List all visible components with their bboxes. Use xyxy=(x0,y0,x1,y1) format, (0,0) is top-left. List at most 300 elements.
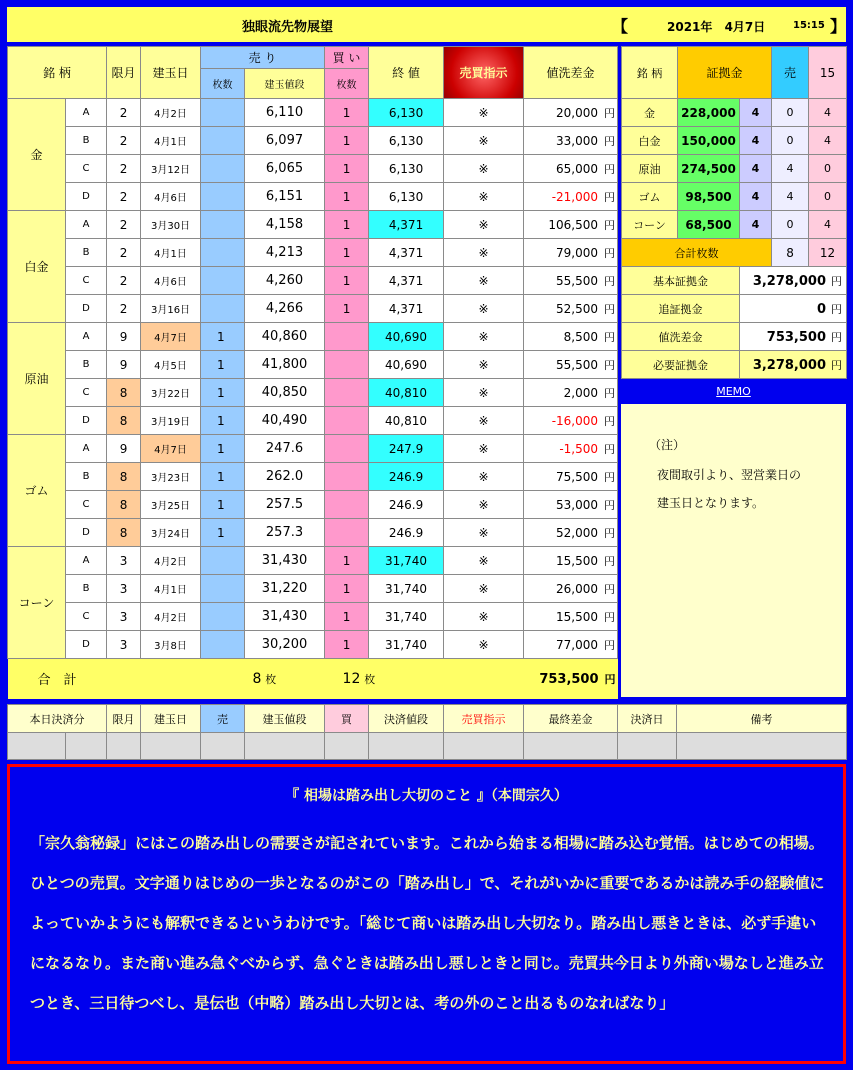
position-row xyxy=(8,323,618,351)
yen-unit: 円 xyxy=(604,274,616,288)
position-row xyxy=(8,211,618,239)
position-row xyxy=(8,631,618,659)
report-time: 15:15 xyxy=(793,20,825,31)
margin-row xyxy=(622,211,847,239)
close-price: 40,810 xyxy=(369,379,444,407)
settle-header: 売買指示 xyxy=(444,705,524,733)
contract-label: A xyxy=(66,99,107,127)
summary-row xyxy=(622,295,847,323)
contract-month: 2 xyxy=(107,239,141,267)
position-row xyxy=(8,407,618,435)
mark-diff-cell xyxy=(524,239,618,267)
trade-signal: ※ xyxy=(444,379,524,407)
mark-diff: 55,500 xyxy=(556,357,599,372)
contract-label: A xyxy=(66,547,107,575)
mark-diff-cell xyxy=(524,127,618,155)
total-diff: 753,500 xyxy=(539,671,599,687)
position-row xyxy=(8,435,618,463)
open-date: 3月22日 xyxy=(141,379,201,407)
open-date: 3月23日 xyxy=(141,463,201,491)
mark-diff: 77,000 xyxy=(556,637,599,652)
mark-diff-cell xyxy=(524,99,618,127)
contract-label: D xyxy=(66,519,107,547)
buy-qty xyxy=(325,407,369,435)
close-price: 6,130 xyxy=(369,127,444,155)
position-row xyxy=(8,547,618,575)
open-date: 4月7日 xyxy=(141,323,201,351)
open-date: 3月30日 xyxy=(141,211,201,239)
summary-value: 753,500 xyxy=(766,329,827,345)
position-row xyxy=(8,183,618,211)
mark-diff-cell xyxy=(524,379,618,407)
open-date: 4月1日 xyxy=(141,239,201,267)
title-bar xyxy=(7,7,846,42)
header-kai-maisu: 枚数 xyxy=(325,69,369,99)
total-label: 合 計 xyxy=(8,659,107,699)
position-row xyxy=(8,239,618,267)
side-header-meigara: 銘 柄 xyxy=(622,47,678,99)
mark-diff: -16,000 xyxy=(551,413,599,428)
mark-diff-cell xyxy=(524,575,618,603)
open-price: 4,213 xyxy=(245,239,325,267)
close-price: 246.9 xyxy=(369,491,444,519)
margin-amount: 150,000 xyxy=(678,127,740,155)
summary-row xyxy=(622,267,847,295)
header-tategyokubi: 建玉日 xyxy=(141,47,201,99)
summary-value-cell xyxy=(740,295,847,323)
total-buy-cell xyxy=(325,659,444,699)
close-price: 40,810 xyxy=(369,407,444,435)
open-date: 3月25日 xyxy=(141,491,201,519)
margin-amount: 98,500 xyxy=(678,183,740,211)
settle-empty-cell[interactable] xyxy=(618,733,677,760)
margin-sell: 0 xyxy=(772,99,809,127)
trade-signal: ※ xyxy=(444,463,524,491)
settle-header: 決済日 xyxy=(618,705,677,733)
summary-value: 3,278,000 xyxy=(752,273,827,289)
buy-qty: 1 xyxy=(325,547,369,575)
open-price: 31,220 xyxy=(245,575,325,603)
side-header-shokokin: 証拠金 xyxy=(678,47,772,99)
summary-value-cell xyxy=(740,323,847,351)
quote-body: 「宗久翁秘録」にはこの踏み出しの需要さが記されています。これから始まる相場に踏み込む覚悟。はじめての相場。ひとつの売買。文字通りはじめの一歩となるのがこの「踏み出し」で、それがいかに重要であるかは読み手の経験値によっていかようにも解釈できるというわけです。「総じて商いは踏み出し大切なり。踏み出し悪きときは、必ず手違いになるなり。また商い進み急ぐべからず、急ぐときは踏み出し悪しときと同じ。売買共今日より外商い場なしと進み立つとき、三日待つべし、是伝也（中略）踏み出し大切とは、考の外のこと出るものなればなり」 xyxy=(30,834,825,1012)
margin-sell: 4 xyxy=(772,155,809,183)
mark-diff: 106,500 xyxy=(548,217,599,232)
contract-month: 2 xyxy=(107,183,141,211)
margin-unit: 4 xyxy=(740,127,772,155)
margin-buy: 4 xyxy=(809,99,847,127)
close-price: 31,740 xyxy=(369,547,444,575)
close-price: 4,371 xyxy=(369,295,444,323)
buy-qty: 1 xyxy=(325,99,369,127)
sell-qty xyxy=(201,267,245,295)
yen-unit: 円 xyxy=(604,414,616,428)
date-bracket-right: 】 xyxy=(830,17,847,36)
margin-sell: 4 xyxy=(772,183,809,211)
mark-diff-cell xyxy=(524,547,618,575)
yen-unit: 円 xyxy=(604,610,616,624)
contract-label: C xyxy=(66,491,107,519)
settle-empty-cell[interactable] xyxy=(444,733,524,760)
trade-signal: ※ xyxy=(444,435,524,463)
yen-unit: 円 xyxy=(604,638,616,652)
mark-diff-cell xyxy=(524,155,618,183)
yen-unit: 円 xyxy=(604,218,616,232)
mark-diff: 75,500 xyxy=(556,469,599,484)
yen-unit: 円 xyxy=(831,274,843,288)
yen-unit: 円 xyxy=(604,162,616,176)
close-price: 4,371 xyxy=(369,267,444,295)
contract-month: 3 xyxy=(107,631,141,659)
mark-diff: 2,000 xyxy=(563,385,599,400)
open-price: 6,110 xyxy=(245,99,325,127)
mark-diff-cell xyxy=(524,519,618,547)
summary-label: 基本証拠金 xyxy=(622,267,740,295)
trade-signal: ※ xyxy=(444,155,524,183)
settle-empty-cell[interactable] xyxy=(677,733,847,760)
commodity-name: ゴム xyxy=(8,435,66,547)
contract-label: D xyxy=(66,295,107,323)
settle-empty-cell[interactable] xyxy=(201,733,245,760)
mark-diff: -1,500 xyxy=(559,441,599,456)
position-row xyxy=(8,267,618,295)
yen-unit: 円 xyxy=(604,554,616,568)
settle-header: 決済値段 xyxy=(369,705,444,733)
settle-header: 最終差金 xyxy=(524,705,618,733)
open-price: 257.3 xyxy=(245,519,325,547)
margin-unit: 4 xyxy=(740,183,772,211)
summary-value-cell xyxy=(740,267,847,295)
close-price: 246.9 xyxy=(369,519,444,547)
trade-signal: ※ xyxy=(444,603,524,631)
close-price: 31,740 xyxy=(369,631,444,659)
settle-empty-cell[interactable] xyxy=(8,733,66,760)
settle-empty-cell[interactable] xyxy=(141,733,201,760)
open-price: 6,151 xyxy=(245,183,325,211)
contract-label: B xyxy=(66,127,107,155)
header-uri-maisu: 枚数 xyxy=(201,69,245,99)
yen-unit: 円 xyxy=(831,330,843,344)
open-price: 262.0 xyxy=(245,463,325,491)
report-date: 2021年 4月7日 xyxy=(667,20,766,34)
close-price: 247.9 xyxy=(369,435,444,463)
position-row xyxy=(8,379,618,407)
position-row xyxy=(8,99,618,127)
open-date: 4月5日 xyxy=(141,351,201,379)
header-tategyoku-nedan: 建玉値段 xyxy=(245,69,325,99)
mark-diff: 26,000 xyxy=(556,581,599,596)
contract-label: B xyxy=(66,239,107,267)
open-price: 6,097 xyxy=(245,127,325,155)
side-header-uri: 売 xyxy=(772,47,809,99)
memo-link[interactable]: MEMO xyxy=(716,385,751,398)
mark-diff: 79,000 xyxy=(556,245,599,260)
date-bracket-left: 【 xyxy=(612,17,629,36)
sell-qty xyxy=(201,155,245,183)
mark-diff-cell xyxy=(524,211,618,239)
total-sell: 8 xyxy=(252,670,262,687)
trade-signal: ※ xyxy=(444,547,524,575)
contract-month: 8 xyxy=(107,407,141,435)
contract-month: 3 xyxy=(107,603,141,631)
mark-diff: 8,500 xyxy=(563,329,599,344)
side-header-count: 15 xyxy=(809,47,847,99)
contract-month: 2 xyxy=(107,295,141,323)
total-sell-unit: 枚 xyxy=(265,672,277,686)
open-date: 4月2日 xyxy=(141,547,201,575)
trade-signal: ※ xyxy=(444,239,524,267)
contract-month: 8 xyxy=(107,379,141,407)
buy-qty xyxy=(325,463,369,491)
settle-empty-cell[interactable] xyxy=(107,733,141,760)
settle-header: 本日決済分 xyxy=(8,705,107,733)
sell-qty xyxy=(201,547,245,575)
open-price: 4,260 xyxy=(245,267,325,295)
yen-unit: 円 xyxy=(604,190,616,204)
yen-unit: 円 xyxy=(604,526,616,540)
quote-title: 『 相場は踏み出し大切のこと 』（本間宗久） xyxy=(285,788,568,804)
margin-commodity: コーン xyxy=(622,211,678,239)
buy-qty: 1 xyxy=(325,211,369,239)
trade-signal: ※ xyxy=(444,351,524,379)
yen-unit: 円 xyxy=(604,134,616,148)
mark-diff-cell xyxy=(524,183,618,211)
position-row xyxy=(8,155,618,183)
buy-qty: 1 xyxy=(325,631,369,659)
memo-line-3: 建玉日となります。 xyxy=(657,496,765,510)
buy-qty: 1 xyxy=(325,183,369,211)
mark-diff-cell xyxy=(524,463,618,491)
sell-qty xyxy=(201,239,245,267)
contract-label: D xyxy=(66,631,107,659)
header-meigara: 銘 柄 xyxy=(8,47,107,99)
position-row xyxy=(8,603,618,631)
close-price: 4,371 xyxy=(369,239,444,267)
sell-qty: 1 xyxy=(201,407,245,435)
open-date: 3月8日 xyxy=(141,631,201,659)
mark-diff: 55,500 xyxy=(556,273,599,288)
margin-commodity: 原油 xyxy=(622,155,678,183)
sell-qty: 1 xyxy=(201,323,245,351)
quote-box xyxy=(7,764,846,1064)
contract-month: 2 xyxy=(107,267,141,295)
contract-month: 8 xyxy=(107,519,141,547)
contract-label: D xyxy=(66,407,107,435)
total-yen: 円 xyxy=(604,672,616,686)
settle-header: 限月 xyxy=(107,705,141,733)
settle-empty-cell[interactable] xyxy=(524,733,618,760)
open-date: 3月12日 xyxy=(141,155,201,183)
contract-label: A xyxy=(66,211,107,239)
position-row xyxy=(8,351,618,379)
yen-unit: 円 xyxy=(604,302,616,316)
close-price: 31,740 xyxy=(369,575,444,603)
commodity-name: コーン xyxy=(8,547,66,659)
settle-empty-cell[interactable] xyxy=(369,733,444,760)
margin-sell: 0 xyxy=(772,127,809,155)
positions-table xyxy=(7,46,618,699)
memo-panel xyxy=(621,404,846,697)
side-total-buy: 12 xyxy=(809,239,847,267)
memo-line-2: 夜間取引より、翌営業日の xyxy=(657,468,802,482)
contract-month: 9 xyxy=(107,323,141,351)
sell-qty xyxy=(201,183,245,211)
settle-empty-cell[interactable] xyxy=(66,733,107,760)
buy-qty xyxy=(325,351,369,379)
sell-qty: 1 xyxy=(201,435,245,463)
trade-signal: ※ xyxy=(444,491,524,519)
open-price: 40,850 xyxy=(245,379,325,407)
contract-month: 8 xyxy=(107,491,141,519)
sell-qty: 1 xyxy=(201,351,245,379)
open-date: 4月1日 xyxy=(141,127,201,155)
contract-label: C xyxy=(66,155,107,183)
trade-signal: ※ xyxy=(444,631,524,659)
contract-month: 9 xyxy=(107,435,141,463)
contract-label: B xyxy=(66,351,107,379)
margin-row xyxy=(622,99,847,127)
summary-label: 必要証拠金 xyxy=(622,351,740,379)
margin-row xyxy=(622,183,847,211)
close-price: 6,130 xyxy=(369,183,444,211)
summary-value: 3,278,000 xyxy=(752,357,827,373)
sell-qty xyxy=(201,295,245,323)
summary-row xyxy=(622,351,847,379)
close-price: 6,130 xyxy=(369,99,444,127)
buy-qty xyxy=(325,379,369,407)
total-diff-cell xyxy=(524,659,618,699)
mark-diff: 15,500 xyxy=(556,553,599,568)
buy-qty xyxy=(325,323,369,351)
buy-qty xyxy=(325,435,369,463)
close-price: 4,371 xyxy=(369,211,444,239)
trade-signal: ※ xyxy=(444,407,524,435)
mark-diff-cell xyxy=(524,267,618,295)
yen-unit: 円 xyxy=(604,358,616,372)
settle-header: 売 xyxy=(201,705,245,733)
header-owarine: 終 値 xyxy=(369,47,444,99)
settle-header: 備考 xyxy=(677,705,847,733)
total-row xyxy=(8,659,618,699)
margin-amount: 228,000 xyxy=(678,99,740,127)
settle-header: 買 xyxy=(325,705,369,733)
contract-label: D xyxy=(66,183,107,211)
mark-diff-cell xyxy=(524,491,618,519)
trade-signal: ※ xyxy=(444,323,524,351)
side-total-label: 合計枚数 xyxy=(622,239,772,267)
yen-unit: 円 xyxy=(604,470,616,484)
mark-diff-cell xyxy=(524,603,618,631)
yen-unit: 円 xyxy=(604,330,616,344)
margin-sell: 0 xyxy=(772,211,809,239)
mark-diff: -21,000 xyxy=(551,189,599,204)
close-price: 246.9 xyxy=(369,463,444,491)
contract-month: 2 xyxy=(107,211,141,239)
margin-buy: 0 xyxy=(809,183,847,211)
header-gengetsu: 限月 xyxy=(107,47,141,99)
yen-unit: 円 xyxy=(831,302,843,316)
contract-month: 9 xyxy=(107,351,141,379)
close-price: 6,130 xyxy=(369,155,444,183)
position-row xyxy=(8,519,618,547)
settle-empty-cell[interactable] xyxy=(325,733,369,760)
open-price: 6,065 xyxy=(245,155,325,183)
yen-unit: 円 xyxy=(604,582,616,596)
buy-qty xyxy=(325,519,369,547)
yen-unit: 円 xyxy=(604,386,616,400)
buy-qty: 1 xyxy=(325,295,369,323)
margin-unit: 4 xyxy=(740,99,772,127)
buy-qty: 1 xyxy=(325,575,369,603)
mark-diff-cell xyxy=(524,351,618,379)
settle-header: 建玉日 xyxy=(141,705,201,733)
contract-label: C xyxy=(66,603,107,631)
open-price: 247.6 xyxy=(245,435,325,463)
open-date: 4月6日 xyxy=(141,267,201,295)
buy-qty: 1 xyxy=(325,603,369,631)
trade-signal: ※ xyxy=(444,295,524,323)
trade-signal: ※ xyxy=(444,575,524,603)
sell-qty xyxy=(201,575,245,603)
contract-label: B xyxy=(66,575,107,603)
settle-header: 建玉値段 xyxy=(245,705,325,733)
sell-qty: 1 xyxy=(201,519,245,547)
mark-diff-cell xyxy=(524,323,618,351)
sell-qty xyxy=(201,211,245,239)
sell-qty xyxy=(201,631,245,659)
open-date: 3月16日 xyxy=(141,295,201,323)
header-kai: 買 い xyxy=(325,47,369,69)
mark-diff-cell xyxy=(524,295,618,323)
summary-label: 値洗差金 xyxy=(622,323,740,351)
mark-diff-cell xyxy=(524,631,618,659)
open-price: 31,430 xyxy=(245,547,325,575)
open-date: 3月24日 xyxy=(141,519,201,547)
mark-diff: 65,000 xyxy=(556,161,599,176)
margin-row xyxy=(622,127,847,155)
mark-diff: 33,000 xyxy=(556,133,599,148)
margin-row xyxy=(622,155,847,183)
summary-row xyxy=(622,323,847,351)
contract-label: A xyxy=(66,323,107,351)
position-row xyxy=(8,491,618,519)
trade-signal: ※ xyxy=(444,519,524,547)
side-total-sell: 8 xyxy=(772,239,809,267)
buy-qty: 1 xyxy=(325,267,369,295)
summary-value: 0 xyxy=(816,301,827,317)
margin-commodity: 金 xyxy=(622,99,678,127)
total-buy-unit: 枚 xyxy=(364,672,376,686)
mark-diff-cell xyxy=(524,407,618,435)
settle-empty-cell[interactable] xyxy=(245,733,325,760)
open-price: 4,158 xyxy=(245,211,325,239)
margin-amount: 68,500 xyxy=(678,211,740,239)
mark-diff: 15,500 xyxy=(556,609,599,624)
position-row xyxy=(8,463,618,491)
open-price: 4,266 xyxy=(245,295,325,323)
margin-commodity: ゴム xyxy=(622,183,678,211)
position-row xyxy=(8,575,618,603)
sell-qty: 1 xyxy=(201,491,245,519)
mark-diff: 20,000 xyxy=(556,105,599,120)
total-sell-cell xyxy=(245,659,325,699)
contract-month: 8 xyxy=(107,463,141,491)
settlement-table xyxy=(7,704,847,760)
header-baibai-shiji[interactable]: 売買指示 xyxy=(444,47,524,99)
open-date: 4月2日 xyxy=(141,603,201,631)
yen-unit: 円 xyxy=(604,246,616,260)
sell-qty xyxy=(201,603,245,631)
